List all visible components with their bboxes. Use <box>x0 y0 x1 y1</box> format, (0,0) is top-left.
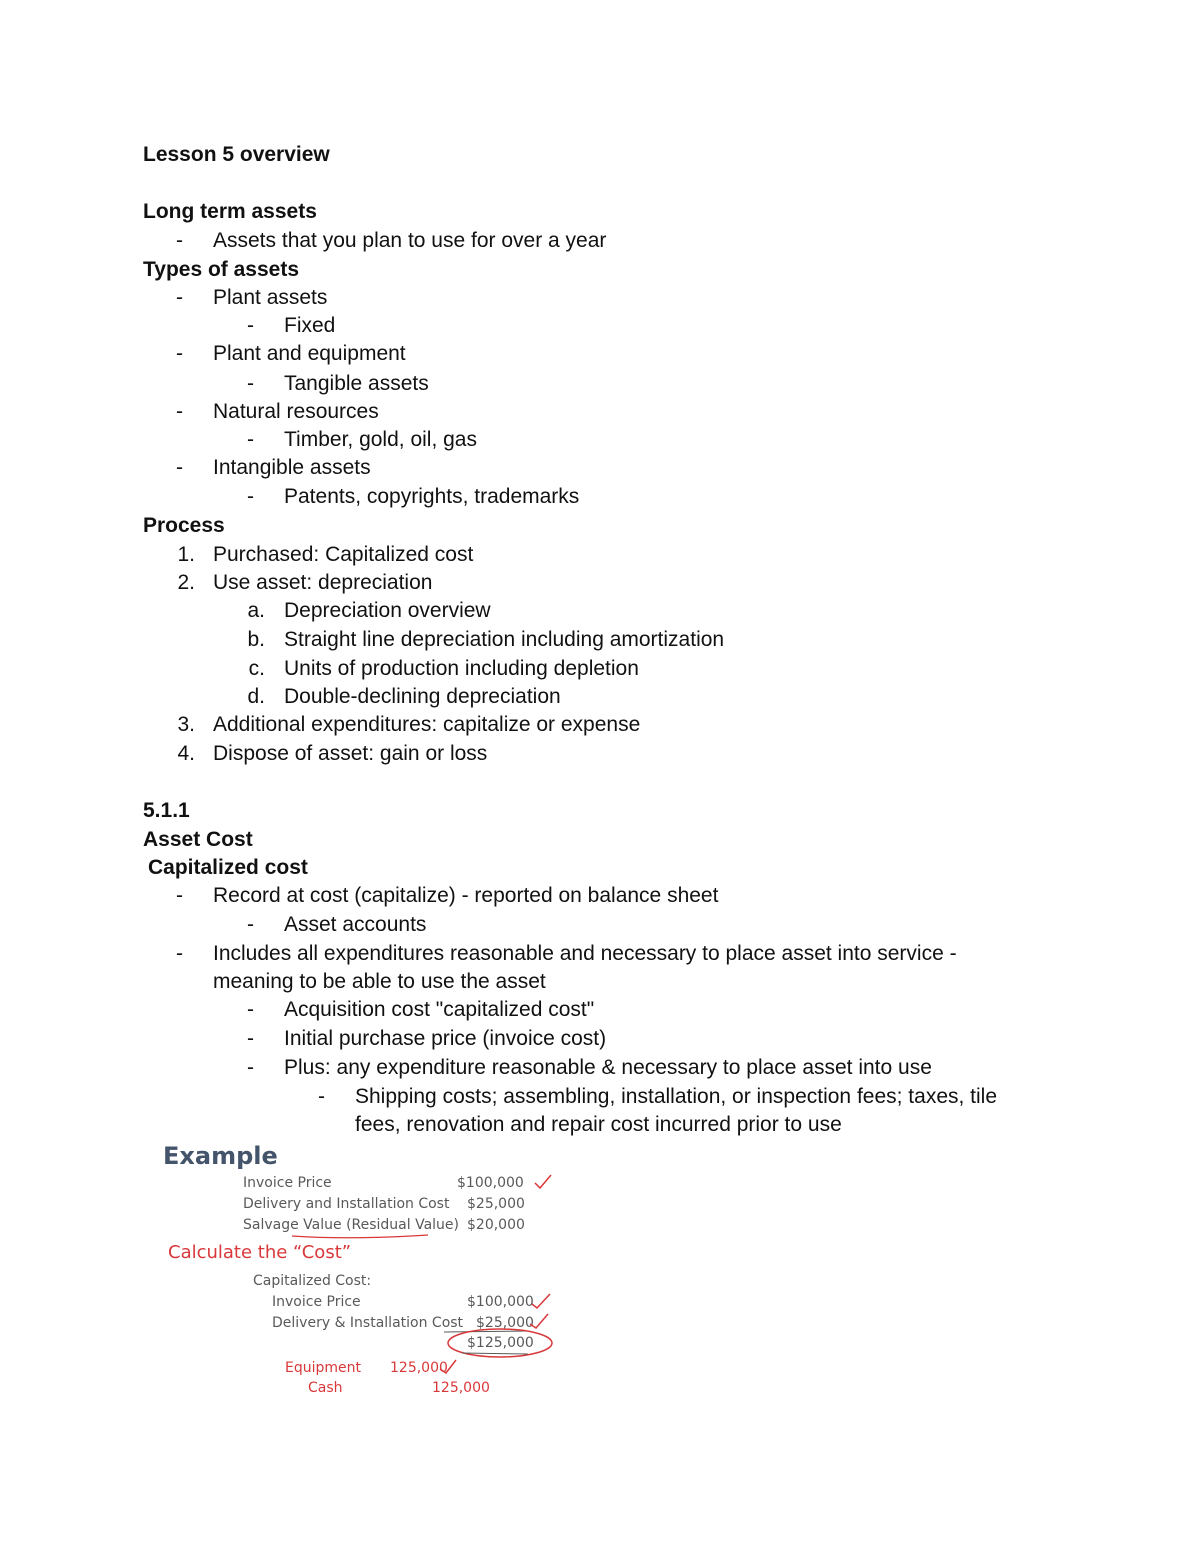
process-substep: Units of production including depletion <box>284 657 639 680</box>
step-number: 2. <box>177 571 195 594</box>
cap-row-value: $25,000 <box>476 1315 534 1331</box>
substep-letter: b. <box>247 628 265 651</box>
journal-credit-amount: 125,000 <box>432 1380 490 1396</box>
process-substep: Straight line depreciation including amortization <box>284 628 725 651</box>
example-title: Example <box>163 1142 278 1170</box>
example-row-value: $100,000 <box>457 1175 524 1191</box>
step-number: 1. <box>177 543 195 566</box>
types-heading: Types of assets <box>143 258 300 281</box>
process-step: Additional expenditures: capitalize or expense <box>213 713 641 736</box>
process-substep: Depreciation overview <box>284 599 491 622</box>
cap-row-label: Delivery & Installation Cost <box>272 1315 464 1331</box>
journal-debit-amount: 125,000 <box>390 1360 448 1376</box>
bullet-dash: - <box>247 998 254 1021</box>
cost-subbullet: Asset accounts <box>284 913 427 936</box>
substep-letter: d. <box>247 685 265 708</box>
substep-letter: c. <box>248 657 265 680</box>
cost-subsubbullet-continued: fees, renovation and repair cost incurred prior to use <box>355 1113 842 1136</box>
process-substep: Double-declining depreciation <box>284 685 561 708</box>
check-mark-icon <box>535 1175 551 1188</box>
check-mark-icon <box>440 1360 456 1373</box>
bullet-dash: - <box>247 314 254 337</box>
bullet-dash: - <box>176 456 183 479</box>
type-item: Plant and equipment <box>213 342 406 365</box>
cap-row-label: Invoice Price <box>272 1294 361 1310</box>
bullet-dash: - <box>247 913 254 936</box>
underline-mark <box>292 1235 428 1238</box>
example-row-value: $25,000 <box>467 1196 525 1212</box>
step-number: 4. <box>177 742 195 765</box>
calc-title: Calculate the “Cost” <box>168 1242 352 1263</box>
section-number: 5.1.1 <box>143 799 190 822</box>
bullet-dash: - <box>176 229 183 252</box>
bullet-dash: - <box>176 286 183 309</box>
long-term-heading: Long term assets <box>143 200 317 223</box>
cost-subbullet: Initial purchase price (invoice cost) <box>284 1027 607 1050</box>
type-subitem: Tangible assets <box>284 372 429 395</box>
example-row-label: Invoice Price <box>243 1175 332 1191</box>
bullet-dash: - <box>247 1056 254 1079</box>
bullet-dash: - <box>247 485 254 508</box>
type-item: Plant assets <box>213 286 328 309</box>
process-step: Use asset: depreciation <box>213 571 433 594</box>
bullet-dash: - <box>176 400 183 423</box>
type-subitem: Fixed <box>284 314 336 337</box>
cap-heading: Capitalized Cost: <box>253 1273 372 1289</box>
process-heading: Process <box>143 514 225 537</box>
bullet-dash: - <box>176 342 183 365</box>
cost-subbullet: Acquisition cost "capitalized cost" <box>284 998 595 1021</box>
bullet-dash: - <box>318 1085 325 1108</box>
underline-mark <box>462 1353 528 1354</box>
bullet-dash: - <box>176 884 183 907</box>
cost-bullet: Record at cost (capitalize) - reported on balance sheet <box>213 884 719 907</box>
step-number: 3. <box>177 713 195 736</box>
cost-bullet-continued: meaning to be able to use the asset <box>213 970 546 993</box>
journal-credit-account: Cash <box>308 1380 343 1396</box>
example-row-label: Delivery and Installation Cost <box>243 1196 450 1212</box>
type-item: Intangible assets <box>213 456 371 479</box>
bullet-dash: - <box>247 1027 254 1050</box>
underline-mark <box>444 1331 528 1332</box>
cap-row-value: $100,000 <box>467 1294 534 1310</box>
cost-subsubbullet: Shipping costs; assembling, installation, or inspection fees; taxes, tile <box>355 1085 998 1108</box>
check-mark-icon <box>530 1314 548 1328</box>
section-title: Asset Cost <box>143 828 253 851</box>
cap-total: $125,000 <box>467 1335 534 1351</box>
type-item: Natural resources <box>213 400 379 423</box>
bullet-dash: - <box>247 428 254 451</box>
cost-subbullet: Plus: any expenditure reasonable & necessary to place asset into use <box>284 1056 932 1079</box>
section-subtitle: Capitalized cost <box>148 856 308 879</box>
process-step: Dispose of asset: gain or loss <box>213 742 488 765</box>
bullet-dash: - <box>247 372 254 395</box>
example-row-label: Salvage Value (Residual Value) <box>243 1217 460 1233</box>
process-step: Purchased: Capitalized cost <box>213 543 474 566</box>
long-term-bullet: Assets that you plan to use for over a year <box>213 229 607 252</box>
type-subitem: Patents, copyrights, trademarks <box>284 485 580 508</box>
example-row-value: $20,000 <box>467 1217 525 1233</box>
cost-bullet: Includes all expenditures reasonable and necessary to place asset into service - <box>213 942 957 965</box>
type-subitem: Timber, gold, oil, gas <box>284 428 477 451</box>
substep-letter: a. <box>247 599 265 622</box>
lesson-title: Lesson 5 overview <box>143 143 330 166</box>
bullet-dash: - <box>176 942 183 965</box>
check-mark-icon <box>532 1294 550 1308</box>
journal-debit-account: Equipment <box>285 1360 361 1376</box>
